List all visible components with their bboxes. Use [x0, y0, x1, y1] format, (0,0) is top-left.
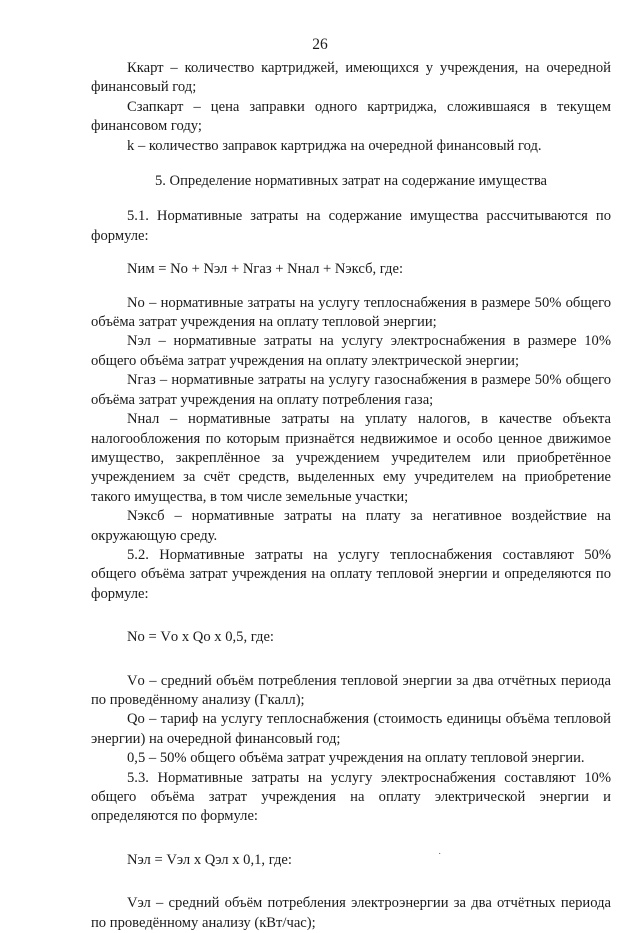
formula-nim: Nим = Nо + Nэл + Nгаз + Nнал + Nэксб, где:	[127, 261, 404, 278]
definition-czapkart: Сзапкарт – цена заправки одного картриджа, сложившаяся в текущем финансовом году;	[91, 98, 611, 135]
definition-qo: Qо – тариф на услугу теплоснабжения (стоимость единицы объёма тепловой энергии) на очередной финансовый год;	[91, 711, 611, 747]
definition-vo: Vо – средний объём потребления тепловой энергии за два отчётных периода по проведённому анализу (Гкалл);	[91, 672, 611, 708]
definition-k: k – количество заправок картриджа на очередной финансовый год.	[127, 137, 542, 154]
formula-no: Nо = Vо х Qо х 0,5, где:	[127, 629, 274, 646]
definition-kkart: Ккарт – количество картриджей, имеющихся у учреждения, на очередной финансовый год;	[91, 60, 611, 96]
definition-nel: Nэл – нормативные затраты на услугу электроснабжения в размере 10% общего объёма затрат учреждения на оплату электрической энергии;	[91, 333, 611, 369]
section-5-title: 5. Определение нормативных затрат на содержание имущества	[154, 173, 548, 190]
definition-nnal: Nнал – нормативные затраты на уплату налогов, в качестве объекта налогообложения по которым признаётся недвижимое и особо ценное движимое имущество, закреплённое за учреждением учредителем или приобретённое учреждением за счёт средств, выделенных ему учредителем на приобретение такого имущества, в том числе земельные участки;	[91, 411, 611, 505]
definition-ngaz: Nгаз – нормативные затраты на услугу газоснабжения в размере 50% общего объёма затрат учреждения на оплату потребления газа;	[91, 372, 611, 408]
scan-speck: ˙	[438, 852, 442, 863]
paragraph-5-2: 5.2. Нормативные затраты на услугу теплоснабжения составляют 50% общего объёма затрат учреждения на оплату тепловой энергии и определяются по формуле:	[91, 546, 611, 602]
definition-neksb: Nэксб – нормативные затраты на плату за негативное воздействие на окружающую среду.	[91, 508, 611, 544]
page-number: 26	[312, 36, 328, 53]
definition-vel: Vэл – средний объём потребления электроэнергии за два отчётных периода по проведённому анализу (кВт/час);	[91, 895, 611, 931]
paragraph-5-1: 5.1. Нормативные затраты на содержание имущества рассчитываются по формуле:	[91, 208, 611, 244]
document-body	[91, 59, 611, 933]
definition-no: Nо – нормативные затраты на услугу теплоснабжения в размере 50% общего объёма затрат учреждения на оплату тепловой энергии;	[91, 294, 611, 331]
formula-nel: Nэл = Vэл х Qэл х 0,1, где:	[127, 851, 292, 868]
definition-half: 0,5 – 50% общего объёма затрат учреждения на оплату тепловой энергии.	[127, 750, 585, 767]
paragraph-5-3: 5.3. Нормативные затраты на услугу электроснабжения составляют 10% общего объёма затрат учреждения на оплату электрической энергии и определяются по формуле:	[91, 769, 611, 825]
